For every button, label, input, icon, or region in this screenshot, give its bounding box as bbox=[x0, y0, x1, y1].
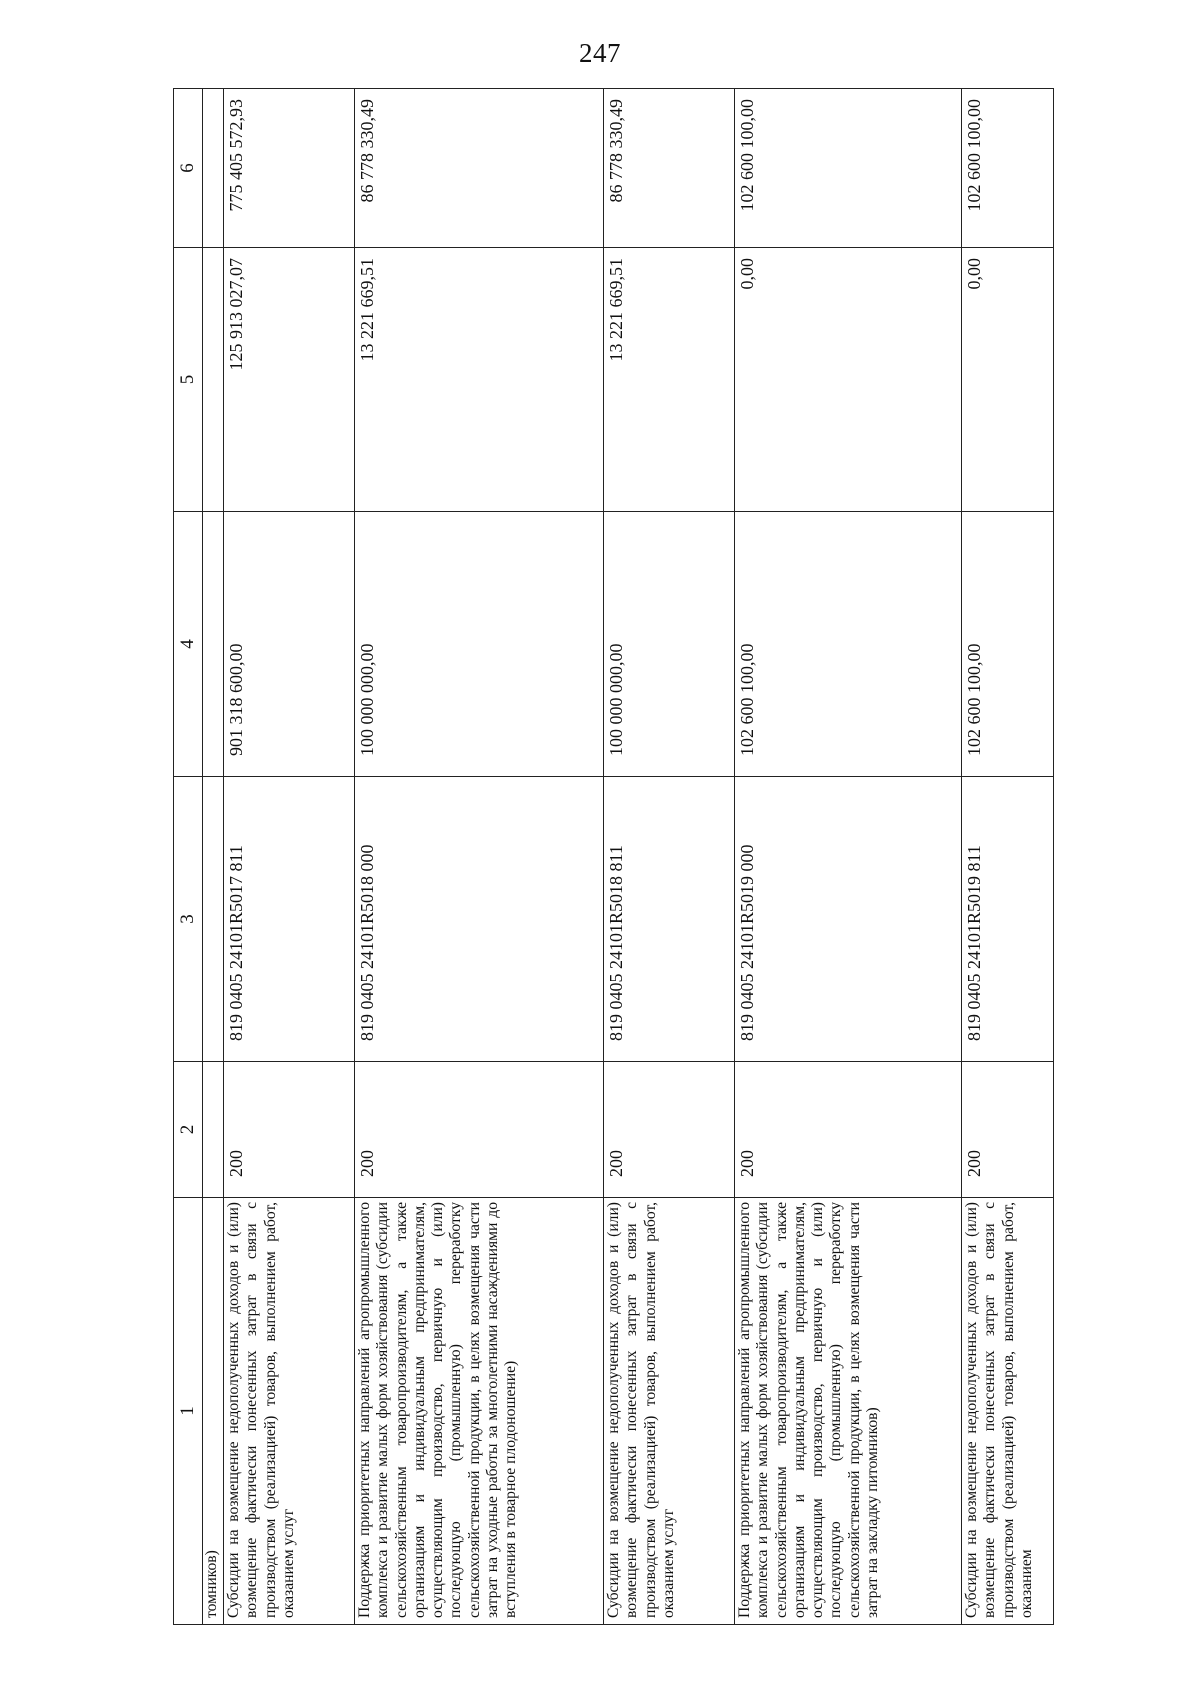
row-col4: 100 000 000,00 bbox=[604, 512, 735, 777]
empty-cell bbox=[203, 248, 224, 512]
row-col4: 901 318 600,00 bbox=[224, 512, 355, 777]
table-row bbox=[355, 89, 604, 1625]
row-description: Субсидии на возмещение недополученных доходов и (или) возмещение фактически понесенных затрат в связи с производством (реализацией) товаров, выполнением работ, оказанием bbox=[962, 1198, 1054, 1625]
continued-text: томников) bbox=[203, 1198, 224, 1625]
row-col5: 0,00 bbox=[962, 248, 1054, 512]
row-description: Поддержка приоритетных направлений агропромышленного комплекса и развитие малых форм хозяйствования (субсидии сельскохозяйственным товаропроизводителям, а также организациям и индивидуальным предпринимателям, осуществляющим производство, первичную и (или) последующую (промышленную) переработку сельскохозяйственной продукции, в целях возмещения части затрат на закладку питомников) bbox=[735, 1198, 962, 1625]
row-col5: 13 221 669,51 bbox=[355, 248, 604, 512]
row-col5: 0,00 bbox=[735, 248, 962, 512]
col-number-6: 6 bbox=[174, 89, 203, 248]
budget-table bbox=[173, 88, 1054, 1625]
col-number-3: 3 bbox=[174, 777, 203, 1062]
rotated-table-frame bbox=[173, 95, 1087, 1625]
table-row bbox=[224, 89, 355, 1625]
empty-cell bbox=[203, 89, 224, 248]
row-col6: 102 600 100,00 bbox=[735, 89, 962, 248]
continuation-row bbox=[203, 89, 224, 1625]
row-kbk: 819 0405 24101R5017 811 bbox=[224, 777, 355, 1062]
row-description: Поддержка приоритетных направлений агропромышленного комплекса и развитие малых форм хозяйствования (субсидии сельскохозяйственным товаропроизводителям, а также организациям и индивидуальным предпринимателям, осуществляющим производство, первичную и (или) последующую (промышленную) переработку сельскохозяйственной продукции, в целях возмещения части затрат на уходные работы за многолетними насаждениями до вступления в товарное плодоношение) bbox=[355, 1198, 604, 1625]
row-col4: 102 600 100,00 bbox=[735, 512, 962, 777]
col-number-2: 2 bbox=[174, 1062, 203, 1198]
row-col6: 86 778 330,49 bbox=[604, 89, 735, 248]
row-col4: 100 000 000,00 bbox=[355, 512, 604, 777]
row-code: 200 bbox=[355, 1062, 604, 1198]
row-code: 200 bbox=[224, 1062, 355, 1198]
row-kbk: 819 0405 24101R5018 811 bbox=[604, 777, 735, 1062]
col-number-5: 5 bbox=[174, 248, 203, 512]
row-col4: 102 600 100,00 bbox=[962, 512, 1054, 777]
row-kbk: 819 0405 24101R5018 000 bbox=[355, 777, 604, 1062]
table-row bbox=[604, 89, 735, 1625]
row-col5: 13 221 669,51 bbox=[604, 248, 735, 512]
row-description: Субсидии на возмещение недополученных доходов и (или) возмещение фактически понесенных затрат в связи с производством (реализацией) товаров, выполнением работ, оказанием услуг bbox=[604, 1198, 735, 1625]
row-col6: 102 600 100,00 bbox=[962, 89, 1054, 248]
row-code: 200 bbox=[735, 1062, 962, 1198]
empty-cell bbox=[203, 512, 224, 777]
column-number-row bbox=[174, 89, 203, 1625]
empty-cell bbox=[203, 1062, 224, 1198]
table-row bbox=[962, 89, 1054, 1625]
row-kbk: 819 0405 24101R5019 811 bbox=[962, 777, 1054, 1062]
page-number: 247 bbox=[579, 38, 621, 68]
col-number-4: 4 bbox=[174, 512, 203, 777]
row-kbk: 819 0405 24101R5019 000 bbox=[735, 777, 962, 1062]
row-code: 200 bbox=[962, 1062, 1054, 1198]
row-col6: 775 405 572,93 bbox=[224, 89, 355, 248]
row-code: 200 bbox=[604, 1062, 735, 1198]
table-row bbox=[735, 89, 962, 1625]
col-number-1: 1 bbox=[174, 1198, 203, 1625]
row-description: Субсидии на возмещение недополученных доходов и (или) возмещение фактически понесенных затрат в связи с производством (реализацией) товаров, выполнением работ, оказанием услуг bbox=[224, 1198, 355, 1625]
empty-cell bbox=[203, 777, 224, 1062]
row-col6: 86 778 330,49 bbox=[355, 89, 604, 248]
row-col5: 125 913 027,07 bbox=[224, 248, 355, 512]
